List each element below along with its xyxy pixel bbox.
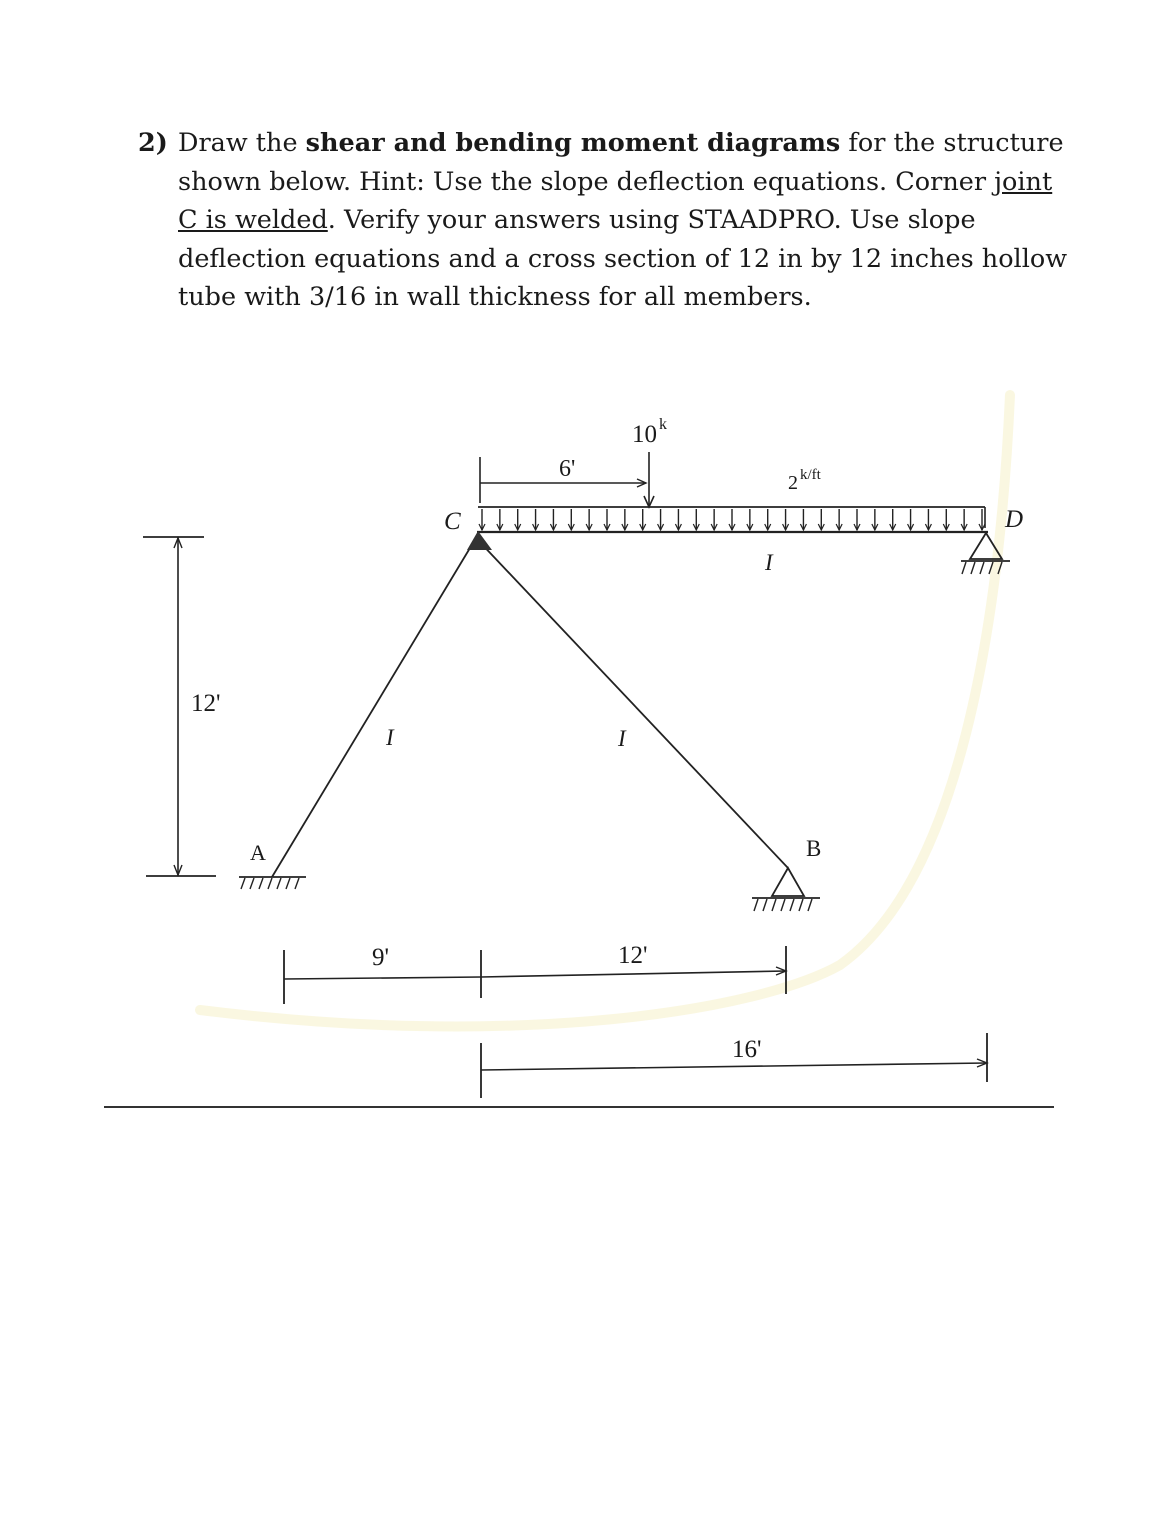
support-a-hatch: [241, 878, 299, 889]
dim-ac-label: 9': [372, 944, 390, 971]
member-ac-i-label: I: [386, 725, 394, 750]
dim-height-label: 12': [191, 690, 221, 717]
problem-text-underlined: joint C is welded: [178, 166, 1053, 235]
welded-joint-c: [467, 531, 492, 550]
dim-cb-line: [481, 971, 786, 977]
problem-text-part-1: Draw the: [178, 128, 306, 158]
member-ac: [272, 538, 476, 877]
joint-b-label: B: [806, 836, 822, 861]
dim-ac-line: [284, 977, 481, 979]
udl-unit: k/ft: [800, 467, 821, 483]
section-divider: [104, 1106, 1054, 1108]
point-load-unit: k: [659, 416, 667, 433]
udl-value: 2: [788, 472, 798, 494]
joint-d-label: D: [1005, 506, 1024, 533]
problem-number: 2): [138, 128, 168, 158]
member-cb-i-label: I: [618, 726, 626, 751]
joint-a-label: A: [250, 840, 266, 865]
support-b-hatch: [754, 899, 812, 911]
problem-text-part-3: . Verify your answers using STAADPRO. Use slope deflection equations and a cross section of 12 in by 12 inches hollow tube with 3/16 in wall thickness for all members.: [178, 205, 1068, 312]
joint-c-label: C: [444, 508, 461, 535]
dim-cd-label: 16': [732, 1036, 762, 1063]
dim-6ft-label: 6': [559, 456, 576, 482]
highlight-mark: [200, 395, 1010, 1026]
udl-arrows: [479, 509, 985, 530]
dim-cb-label: 12': [618, 942, 648, 969]
support-b: [772, 868, 804, 896]
problem-text-bold: shear and bending moment diagrams: [305, 128, 841, 158]
member-cb: [476, 538, 788, 868]
problem-text-part-2: for the structure shown below. Hint: Use the slope deflection equations. Corner: [178, 128, 1064, 197]
point-load-value: 10: [632, 421, 657, 448]
member-cd-i-label: I: [765, 550, 773, 575]
dim-cd-line: [481, 1063, 987, 1070]
